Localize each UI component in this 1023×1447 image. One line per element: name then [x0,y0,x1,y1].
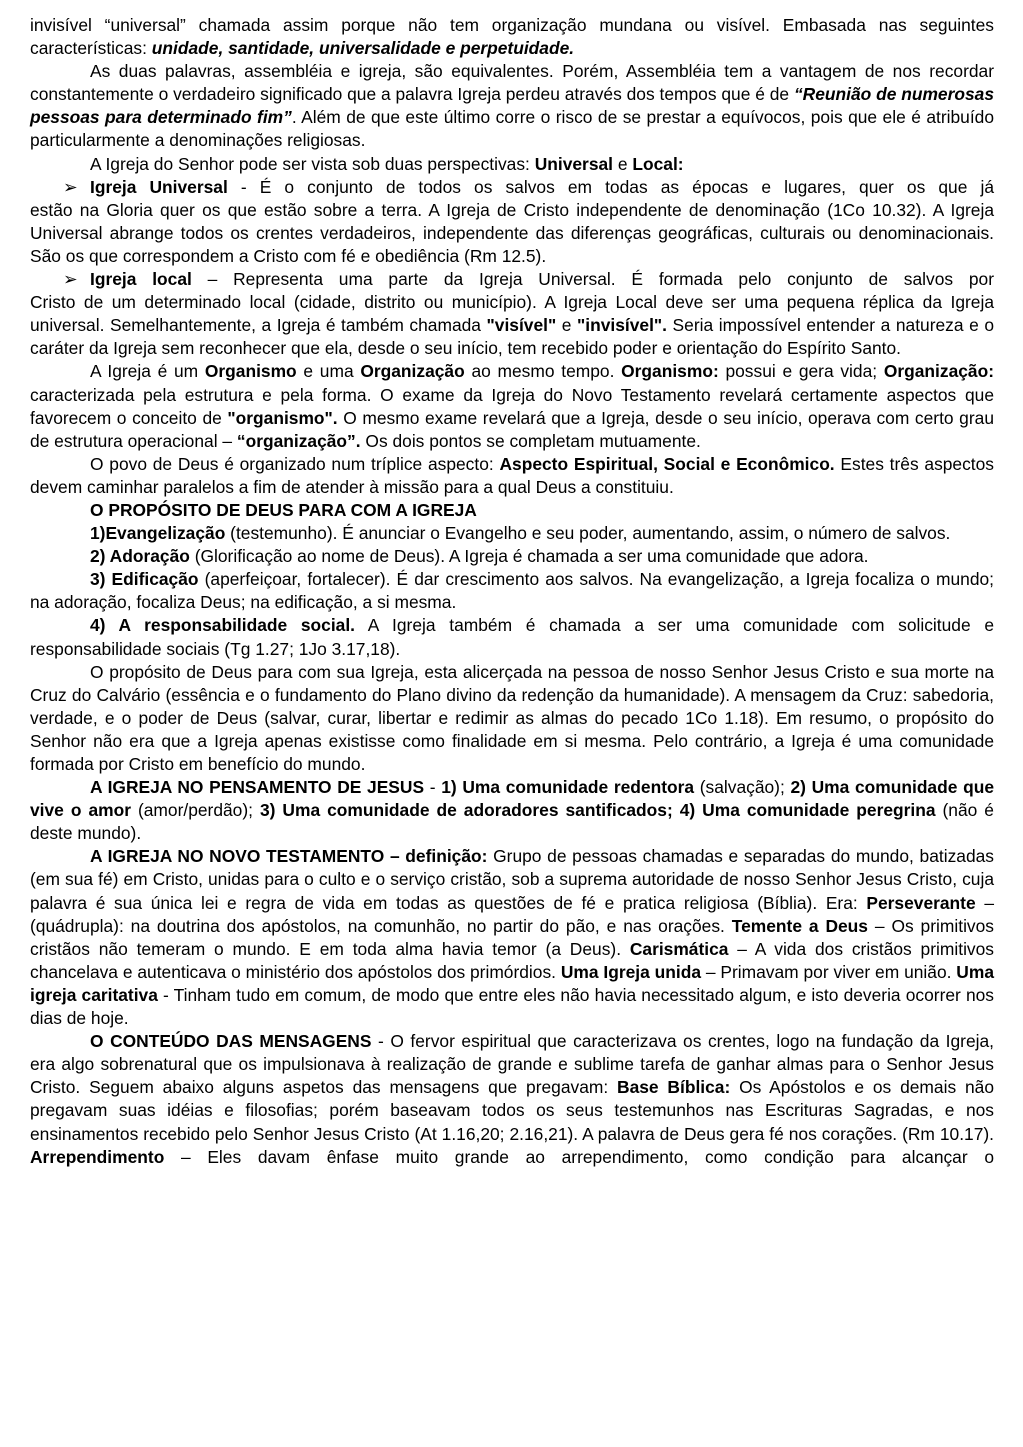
text-run: - [424,777,442,798]
section-heading: A IGREJA NO PENSAMENTO DE JESUS [90,777,425,798]
text-run: Seria impossível entender a natureza e o caráter da Igreja sem reconhecer que ela, desde o seu início, tem recebido poder e orientação do Espírito Santo. [30,315,994,359]
text-run: possui e gera vida; [718,361,884,382]
text-run: (não é deste mundo). [30,800,994,844]
term: Arrependimento [30,1146,165,1167]
term: Uma igreja caritativa [30,961,994,1005]
emphasis-definition: “Reunião de numerosas pessoas para determinado fim” [30,84,995,128]
term: Perseverante [866,892,976,913]
paragraph-intro [30,14,994,60]
item-text: (Glorificação ao nome de Deus). A Igreja é chamada a ser uma comunidade que adora. [189,546,869,567]
text-run: – Primavam por viver em união. [701,961,957,982]
term: Temente a Deus [731,915,868,936]
text-run: A Igreja é um [90,361,205,382]
text-run: - Tinham tudo em comum, de modo que entre eles não havia necessitado algum, e isto deveria ocorrer nos dias de hoje. [30,984,994,1029]
bullet-continuation [30,291,994,360]
text-run: Cristo de um determinado local (cidade, distrito ou município). A Igreja Local deve ser uma pequena réplica da Igreja universal. Semelhantemente, a Igreja é também chamada [30,292,994,336]
term-organizacao-def: Organização: [883,361,994,382]
text-run: – A vida dos cristãos primitivos chancelava e autenticava o ministério dos apóstolos dos primórdios. [30,938,994,982]
section-heading: A IGREJA NO NOVO TESTAMENTO – definição: [90,846,488,867]
term: 3) Uma comunidade de adoradores santificados; 4) Uma comunidade peregrina [259,800,936,821]
paragraph-assembleia [30,60,994,152]
text-run: e [556,315,578,336]
arrow-bullet-icon: ➢ [63,269,78,290]
item-text: (testemunho). É anunciar o Evangelho e seu poder, aumentando, assim, o número de salvos. [225,523,951,544]
text-run: - É o conjunto de todos os salvos em todas as épocas e lugares, quer os que já [227,176,994,197]
item-text: A Igreja também é chamada a ser uma comunidade com solicitude e responsabilidade sociais (Tg 1.27; 1Jo 3.17,18). [30,615,994,659]
text-run: Os dois pontos se completam mutuamente. [360,430,701,451]
text-run: – (quádrupla): na doutrina dos apóstolos, na comunhão, no partir do pão, e nas orações. [30,892,994,936]
term-universal: Universal [534,153,614,174]
section-heading-proposito [30,499,994,522]
bullet-first-line [30,268,994,291]
bullet-title: Igreja Universal [90,176,228,197]
list-item-responsabilidade [30,614,994,660]
text-run: Os Apóstolos e os demais não pregavam suas idéias e filosofias; porém baseavam todos os seus testemunhos nas Escrituras Sagradas, e nos ensinamentos recebido pelo Senhor Jesus Cristo (At 1.16,20; 2.16,21). A palavra de Deus gera fé nos corações. (Rm 10.17). [30,1077,994,1144]
text-run: caracterizada pela estrutura e pela forma. O exame da Igreja do Novo Testamento revelará certamente aspectos que favorecem o conceito de [30,384,994,428]
paragraph-triplice [30,453,994,499]
paragraph-perspectives [30,153,994,176]
term: Base Bíblica: [617,1077,731,1098]
section-heading: O CONTEÚDO DAS MENSAGENS [90,1031,372,1052]
item-label: 4) A responsabilidade social. [90,615,355,636]
text-run: – Representa uma parte da Igreja Universal. É formada pelo conjunto de salvos por [191,269,994,290]
text-run: Grupo de pessoas chamadas e separadas do mundo, batizadas (em sua fé) em Cristo, unidas para o culto e o serviço cristão, sob a suprema autoridade de nosso Senhor Jesus Cristo, cuja palavra é sua única lei e regra de vida em todas as questões de fé e pratica religiosa (Bíblia). Era: [30,846,994,913]
term: 2) Uma comunidade que vive o amor [30,777,994,821]
text-run: O povo de Deus é organizado num tríplice aspecto: [90,453,500,474]
bullet-continuation: estão na Gloria quer os que estão sobre a terra. A Igreja de Cristo independente de denominação (1Co 10.32). A Igreja Universal abrange todos os crentes verdadeiros, independente das diferenças geográficas, culturais ou denominacionais. São os que correspondem a Cristo com fé e obediência (Rm 12.5). [30,199,994,266]
text-run: O mesmo exame revelará que a Igreja, desde o seu início, operava com certo grau de estrutura operacional – [30,407,994,451]
text-run: (amor/perdão); [130,800,260,821]
list-item-adoracao [30,545,994,568]
term-organizacao: Organização [360,361,465,382]
item-text: (aperfeiçoar, fortalecer). É dar crescimento aos salvos. Na evangelização, a Igreja focaliza o mundo; na adoração, focaliza Deus; na edificação, a si mesma. [30,569,994,613]
list-item-edificacao [30,568,994,614]
paragraph-conteudo-mensagens [30,1030,994,1169]
text-run: - O fervor espiritual que caracterizava os crentes, logo na fundação da Igreja, era algo sobrenatural que os impulsionava à realização de grande e sublime tarefa de ganhar almas para o Senhor Jesus Cristo. Seguem abaixo alguns aspetos das mensagens que pregavam: [30,1031,994,1098]
term-organizacao-quoted: “organização”. [236,430,361,451]
text-run: (salvação); [694,777,791,798]
term: 1) Uma comunidade redentora [441,777,695,798]
term: Uma Igreja unida [560,961,702,982]
term-aspectos: Aspecto Espiritual, Social e Econômico. [499,453,835,474]
text-run: . Além de que este último corre o risco de se prestar a equívocos, pois que ele é atribuído particularmente a denominações religiosas. [30,107,994,151]
list-item-evangelizacao [30,522,994,545]
term-local: Local: [632,153,684,174]
item-label: 2) Adoração [90,546,190,567]
bullet-title: Igreja local [90,269,192,290]
bullet-igreja-local [30,268,994,360]
text-run: A Igreja do Senhor pode ser vista sob duas perspectivas: [90,153,535,174]
text-run: Estes três aspectos devem caminhar paralelos a fim de atender à missão para a qual Deus a constituiu. [30,453,995,497]
paragraph-pensamento-jesus [30,776,994,845]
emphasis-characteristics: unidade, santidade, universalidade e perpetuidade. [151,38,575,59]
bullet-igreja-universal [30,176,994,268]
arrow-bullet-icon: ➢ [63,176,78,197]
paragraph-proposito: O propósito de Deus para com sua Igreja, esta alicerçada na pessoa de nosso Senhor Jesus Cristo e sua morte na Cruz do Calvário (essência e o fundamento do Plano divino da redenção da humanidade). A mensagem da Cruz: sabedoria, verdade, e o poder de Deus (salvar, curar, libertar e redimir as almas do pecado 1Co 1.18). Em resumo, o propósito do Senhor não era que a Igreja apenas existisse como finalidade em si mesma. Pelo contrário, a Igreja é uma comunidade formada por Cristo em benefício do mundo. [30,661,994,774]
term-organismo-def: Organismo: [621,361,719,382]
text-run: ao mesmo tempo. [464,361,622,382]
text-run: – Os primitivos cristãos não temeram o mundo. E em toda alma havia temor (a Deus). [30,915,994,959]
term-invisivel: "invisível". [577,315,667,336]
paragraph-organismo [30,360,994,452]
term-organismo: Organismo [204,361,297,382]
text-run: – Eles davam ênfase muito grande ao arrependimento, como condição para alcançar o [164,1146,994,1167]
term-organismo-quoted: "organismo". [227,407,338,428]
item-label: 3) Edificação [90,569,199,590]
text-run: invisível “universal” chamada assim porque não tem organização mundana ou visível. Embasada nas seguintes características: [30,15,994,59]
text-run: e [613,153,633,174]
bullet-first-line [30,176,994,199]
paragraph-novo-testamento [30,845,994,1030]
text-run: e uma [296,361,361,382]
term: Carismática [629,938,729,959]
item-label: 1)Evangelização [90,523,226,544]
text-run: As duas palavras, assembléia e igreja, são equivalentes. Porém, Assembléia tem a vantagem de nos recordar constantemente o verdadeiro significado que a palavra Igreja perdeu através dos tempos que é de [30,61,994,105]
heading-text: O PROPÓSITO DE DEUS PARA COM A IGREJA [90,499,477,520]
term-visivel: "visível" [486,315,557,336]
